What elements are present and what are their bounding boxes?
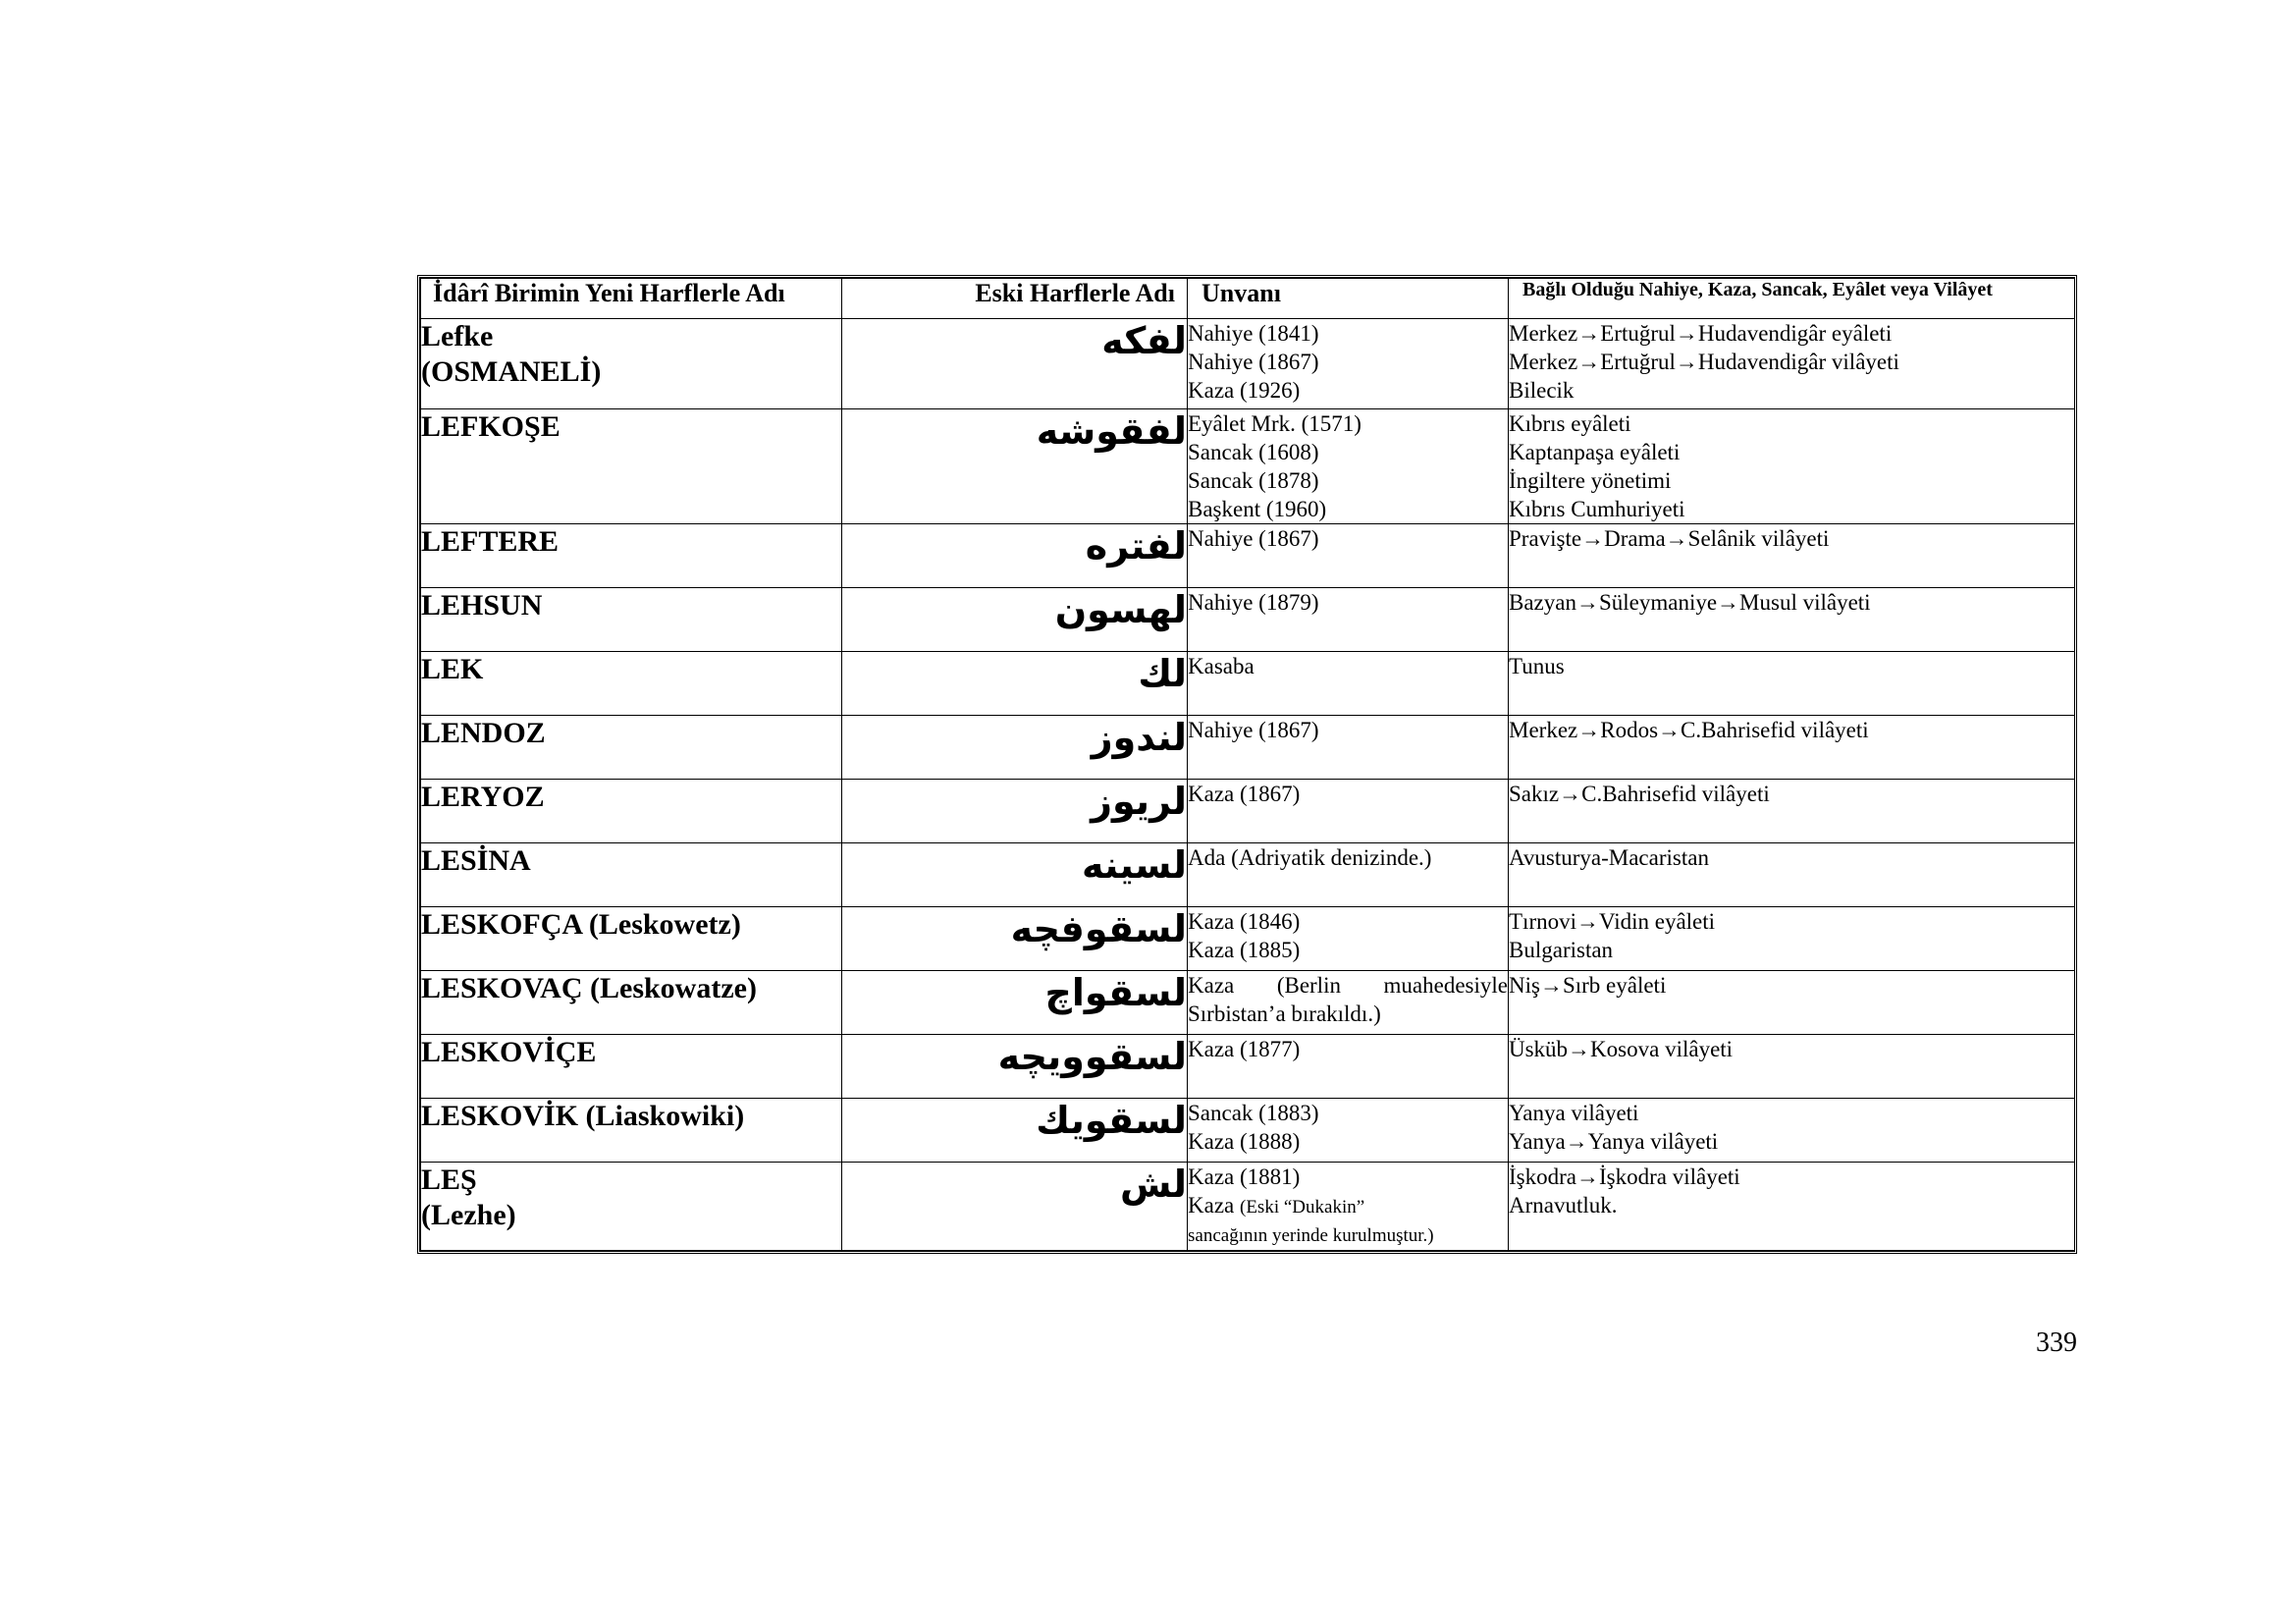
unit-old-name: لندوز bbox=[842, 716, 1188, 780]
unit-affiliation bbox=[1509, 409, 2075, 524]
unit-affiliation-line: Kıbrıs Cumhuriyeti bbox=[1509, 497, 1685, 521]
unit-new-name bbox=[421, 524, 842, 588]
table-row bbox=[421, 1099, 2075, 1163]
unit-title-line: Sancak (1878) bbox=[1188, 468, 1319, 493]
unit-new-name-line: LEK bbox=[421, 653, 484, 685]
unit-title bbox=[1188, 524, 1509, 588]
unit-title-line: Sancak (1608) bbox=[1188, 440, 1319, 464]
unit-title bbox=[1188, 1099, 1509, 1163]
unit-affiliation-line: İşkodra→İşkodra vilâyeti bbox=[1509, 1164, 1740, 1189]
unit-title bbox=[1188, 1163, 1509, 1251]
unit-affiliation-line: Üsküb→Kosova vilâyeti bbox=[1509, 1037, 1734, 1061]
unit-affiliation-line: Yanya→Yanya vilâyeti bbox=[1509, 1129, 1719, 1154]
unit-affiliation-line: Merkez→Ertuğrul→Hudavendigâr vilâyeti bbox=[1509, 350, 1899, 374]
unit-title bbox=[1188, 907, 1509, 971]
unit-affiliation bbox=[1509, 1099, 2075, 1163]
unit-title-line bbox=[1188, 1191, 1508, 1221]
unit-new-name bbox=[421, 780, 842, 843]
unit-affiliation-line: Kaptanpaşa eyâleti bbox=[1509, 440, 1681, 464]
unit-affiliation-line: Bazyan→Süleymaniye→Musul vilâyeti bbox=[1509, 590, 1871, 615]
unit-title-line: Nahiye (1879) bbox=[1188, 590, 1319, 615]
table-row bbox=[421, 1163, 2075, 1251]
unit-new-name bbox=[421, 716, 842, 780]
unit-title-line: Ada (Adriyatik denizinde.) bbox=[1188, 845, 1432, 870]
header-new-name: İdârî Birimin Yeni Harflerle Adı bbox=[421, 279, 842, 319]
table-row bbox=[421, 907, 2075, 971]
unit-title bbox=[1188, 780, 1509, 843]
unit-old-name: لسقوويچه bbox=[842, 1035, 1188, 1099]
unit-new-name bbox=[421, 971, 842, 1035]
unit-new-name bbox=[421, 843, 842, 907]
unit-title bbox=[1188, 319, 1509, 409]
unit-old-name: لك bbox=[842, 652, 1188, 716]
table-row bbox=[421, 971, 2075, 1035]
unit-new-name bbox=[421, 1035, 842, 1099]
unit-new-name bbox=[421, 1163, 842, 1251]
unit-title-line: Eyâlet Mrk. (1571) bbox=[1188, 411, 1362, 436]
unit-affiliation-line: Niş→Sırb eyâleti bbox=[1509, 973, 1667, 998]
unit-affiliation-line: Avusturya-Macaristan bbox=[1509, 845, 1709, 870]
unit-affiliation-line: Merkez→Rodos→C.Bahrisefid vilâyeti bbox=[1509, 718, 1869, 742]
unit-title bbox=[1188, 588, 1509, 652]
unit-title-line: Kasaba bbox=[1188, 654, 1255, 678]
table-row bbox=[421, 319, 2075, 409]
unit-new-name-line: LESKOVİÇE bbox=[421, 1036, 597, 1068]
unit-old-name: لسقوفچه bbox=[842, 907, 1188, 971]
unit-title-line: Sancak (1883) bbox=[1188, 1101, 1319, 1125]
unit-title-prefix: Kaza bbox=[1188, 1193, 1240, 1218]
unit-title-line: Nahiye (1841) bbox=[1188, 321, 1319, 346]
unit-title-line: Nahiye (1867) bbox=[1188, 526, 1319, 551]
unit-old-name: لسقويك bbox=[842, 1099, 1188, 1163]
unit-affiliation bbox=[1509, 907, 2075, 971]
table-row bbox=[421, 588, 2075, 652]
unit-old-name: لهسون bbox=[842, 588, 1188, 652]
unit-title-text: Kaza (Berlin muahedesiyle Sırbistan’a bırakıldı.) bbox=[1188, 973, 1508, 1026]
unit-affiliation bbox=[1509, 716, 2075, 780]
unit-old-name: لسقواچ bbox=[842, 971, 1188, 1035]
unit-old-name: لش bbox=[842, 1163, 1188, 1251]
unit-affiliation bbox=[1509, 524, 2075, 588]
unit-title-line: Kaza (1846) bbox=[1188, 909, 1301, 934]
unit-title bbox=[1188, 652, 1509, 716]
header-old-name: Eski Harflerle Adı bbox=[842, 279, 1188, 319]
unit-affiliation bbox=[1509, 780, 2075, 843]
unit-new-name bbox=[421, 907, 842, 971]
unit-new-name bbox=[421, 652, 842, 716]
unit-affiliation-line: İngiltere yönetimi bbox=[1509, 468, 1672, 493]
unit-affiliation bbox=[1509, 971, 2075, 1035]
unit-affiliation-line: Bulgaristan bbox=[1509, 938, 1614, 962]
unit-affiliation-line: Kıbrıs eyâleti bbox=[1509, 411, 1631, 436]
unit-title bbox=[1188, 716, 1509, 780]
unit-title-note: (Eski “Dukakin” bbox=[1240, 1197, 1365, 1218]
table-row bbox=[421, 716, 2075, 780]
document-table-frame bbox=[417, 275, 2077, 1254]
unit-affiliation-line: Pravişte→Drama→Selânik vilâyeti bbox=[1509, 526, 1830, 551]
unit-new-name-line: LEFTERE bbox=[421, 525, 560, 558]
unit-old-name: لفتره bbox=[842, 524, 1188, 588]
unit-title-line: Kaza (1867) bbox=[1188, 782, 1301, 806]
unit-title bbox=[1188, 1035, 1509, 1099]
unit-affiliation-line: Tunus bbox=[1509, 654, 1565, 678]
unit-new-name bbox=[421, 1099, 842, 1163]
unit-affiliation bbox=[1509, 319, 2075, 409]
table-row bbox=[421, 524, 2075, 588]
unit-old-name: لفقوشه bbox=[842, 409, 1188, 524]
unit-affiliation bbox=[1509, 1163, 2075, 1251]
unit-title bbox=[1188, 409, 1509, 524]
header-affiliation: Bağlı Olduğu Nahiye, Kaza, Sancak, Eyâlet veya Vilâyet bbox=[1509, 279, 2075, 319]
unit-affiliation-line: Sakız→C.Bahrisefid vilâyeti bbox=[1509, 782, 1770, 806]
unit-new-name-line: LESKOVİK (Liaskowiki) bbox=[421, 1100, 745, 1132]
unit-affiliation-line: Tırnovi→Vidin eyâleti bbox=[1509, 909, 1716, 934]
table-row bbox=[421, 780, 2075, 843]
unit-affiliation-line: Bilecik bbox=[1509, 378, 1575, 403]
unit-title-line: Nahiye (1867) bbox=[1188, 718, 1319, 742]
unit-new-name bbox=[421, 319, 842, 409]
table-row bbox=[421, 843, 2075, 907]
unit-new-name-line: LENDOZ bbox=[421, 717, 546, 749]
unit-title bbox=[1188, 843, 1509, 907]
unit-affiliation-line: Arnavutluk. bbox=[1509, 1193, 1618, 1218]
unit-title-line: Kaza (1881) bbox=[1188, 1164, 1301, 1189]
unit-title-line: Kaza (1888) bbox=[1188, 1129, 1301, 1154]
unit-old-name: لسينه bbox=[842, 843, 1188, 907]
unit-new-name-line: LESKOVAÇ (Leskowatze) bbox=[421, 972, 757, 1004]
unit-new-name-line: LEFKOŞE bbox=[421, 410, 561, 443]
unit-new-name-line: Lefke bbox=[421, 320, 494, 352]
unit-title-line: Nahiye (1867) bbox=[1188, 350, 1319, 374]
unit-new-name-line: LESKOFÇA (Leskowetz) bbox=[421, 908, 741, 941]
unit-affiliation-line: Yanya vilâyeti bbox=[1509, 1101, 1639, 1125]
page-number: 339 bbox=[2036, 1327, 2077, 1358]
table-row bbox=[421, 1035, 2075, 1099]
unit-new-name bbox=[421, 588, 842, 652]
unit-old-name: لريوز bbox=[842, 780, 1188, 843]
administrative-units-table bbox=[420, 278, 2075, 1251]
unit-title-line: Kaza (1877) bbox=[1188, 1037, 1301, 1061]
unit-new-name-line: LEHSUN bbox=[421, 589, 543, 622]
unit-affiliation bbox=[1509, 843, 2075, 907]
unit-title-line: Kaza (1926) bbox=[1188, 378, 1301, 403]
table-row bbox=[421, 409, 2075, 524]
unit-new-name-line: (OSMANELİ) bbox=[421, 355, 602, 388]
unit-new-name-line: LESİNA bbox=[421, 844, 531, 877]
unit-new-name-line: LERYOZ bbox=[421, 781, 545, 813]
table-header-row bbox=[421, 279, 2075, 319]
table-body bbox=[421, 319, 2075, 1251]
header-title: Unvanı bbox=[1188, 279, 1509, 319]
unit-title bbox=[1188, 971, 1509, 1035]
unit-affiliation bbox=[1509, 652, 2075, 716]
table-row bbox=[421, 652, 2075, 716]
unit-old-name: لفكه bbox=[842, 319, 1188, 409]
unit-title-line: Başkent (1960) bbox=[1188, 497, 1327, 521]
unit-affiliation-line: Merkez→Ertuğrul→Hudavendigâr eyâleti bbox=[1509, 321, 1893, 346]
unit-affiliation bbox=[1509, 588, 2075, 652]
unit-new-name bbox=[421, 409, 842, 524]
unit-affiliation bbox=[1509, 1035, 2075, 1099]
unit-new-name-line: (Lezhe) bbox=[421, 1199, 516, 1231]
unit-new-name-line: LEŞ bbox=[421, 1164, 477, 1196]
unit-title-line: Kaza (1885) bbox=[1188, 938, 1301, 962]
unit-title-note: sancağının yerinde kurulmuştur.) bbox=[1188, 1225, 1434, 1246]
